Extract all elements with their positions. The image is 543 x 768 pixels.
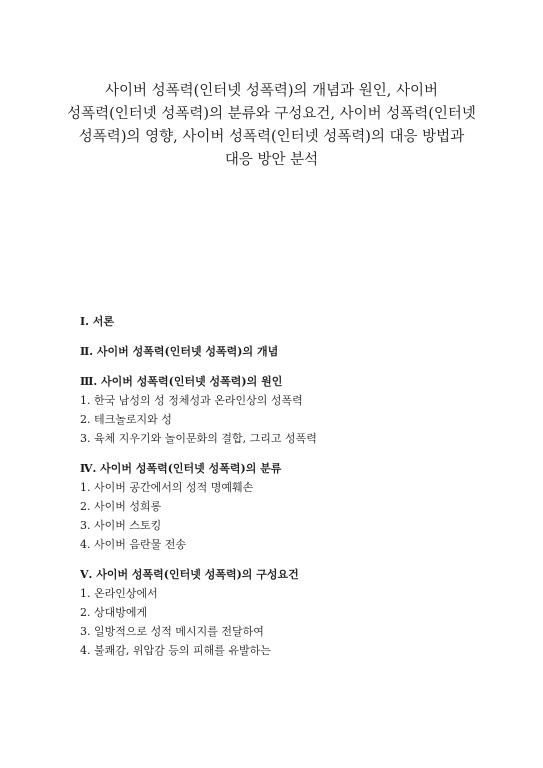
toc-item: 2. 사이버 성희롱 [80, 500, 162, 513]
toc-item: 1. 한국 남성의 성 정체성과 온라인상의 성폭력 [80, 394, 303, 407]
toc-section-2 [80, 342, 500, 361]
toc-item: 3. 일방적으로 성적 메시지를 전달하여 [80, 625, 264, 638]
toc-section-5 [80, 565, 500, 660]
toc-section-1 [80, 312, 500, 331]
toc-item: 4. 사이버 음란물 전송 [80, 538, 186, 551]
title-line: 성폭력)의 영향, 사이버 성폭력(인터넷 성폭력)의 대응 방법과 [78, 129, 465, 145]
toc-heading: Ⅳ. 사이버 성폭력(인터넷 성폭력)의 분류 [80, 462, 282, 475]
toc-section-3 [80, 372, 500, 448]
document-title [60, 80, 483, 172]
toc-item: 2. 테크놀로지와 성 [80, 413, 172, 426]
toc-item: 1. 온라인상에서 [80, 587, 158, 600]
toc-item: 3. 육체 지우기와 놀이문화의 결합, 그리고 성폭력 [80, 432, 317, 445]
toc-heading: Ⅰ. 서론 [80, 315, 115, 328]
toc-heading: Ⅲ. 사이버 성폭력(인터넷 성폭력)의 원인 [80, 375, 283, 388]
title-line: 사이버 성폭력(인터넷 성폭력)의 개념과 원인, 사이버 [104, 83, 439, 99]
table-of-contents [80, 312, 500, 671]
title-line: 대응 방안 분석 [224, 152, 319, 168]
toc-item: 4. 불쾌감, 위압감 등의 피해를 유발하는 [80, 644, 271, 657]
toc-item: 2. 상대방에게 [80, 606, 148, 619]
title-line: 성폭력(인터넷 성폭력)의 분류와 구성요건, 사이버 성폭력(인터넷 [67, 106, 476, 122]
toc-heading: Ⅱ. 사이버 성폭력(인터넷 성폭력)의 개념 [80, 345, 279, 358]
toc-section-4 [80, 459, 500, 554]
toc-item: 3. 사이버 스토킹 [80, 519, 162, 532]
toc-heading: Ⅴ. 사이버 성폭력(인터넷 성폭력)의 구성요건 [80, 568, 299, 581]
toc-item: 1. 사이버 공간에서의 성적 명예훼손 [80, 481, 254, 494]
